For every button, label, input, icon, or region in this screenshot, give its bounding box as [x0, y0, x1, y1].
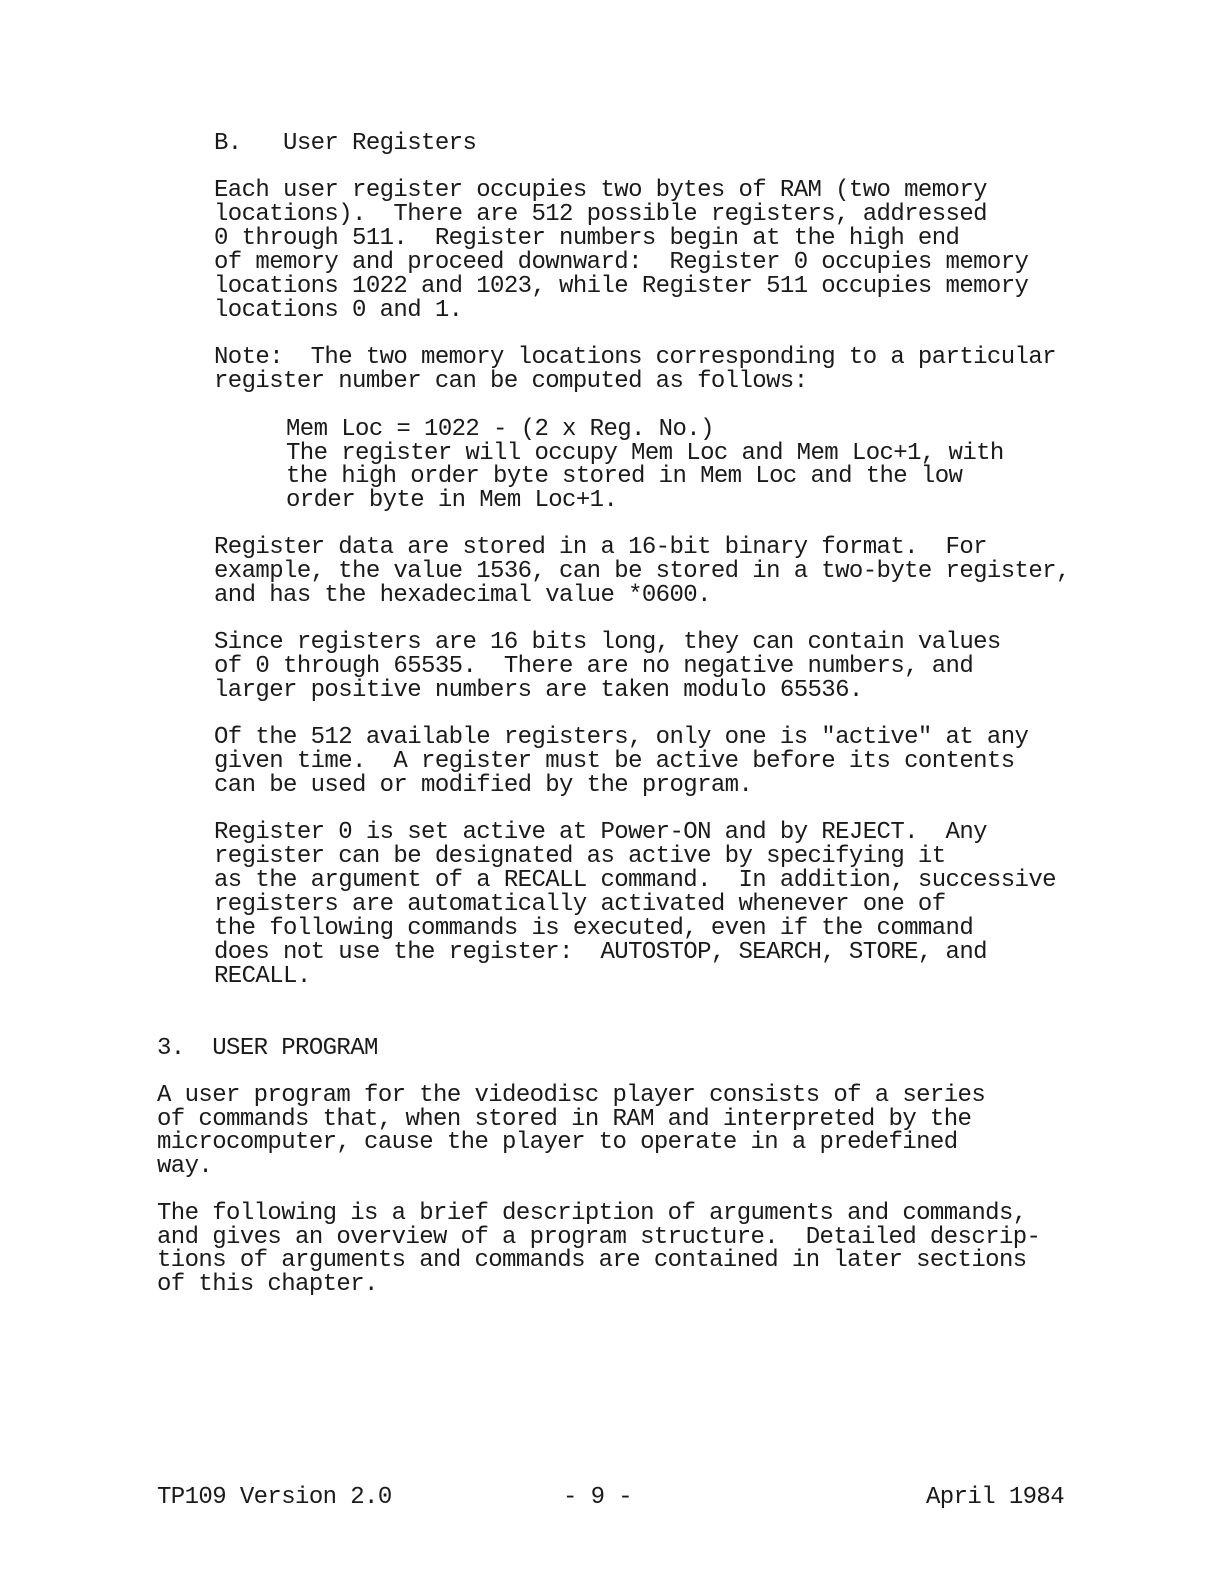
text-line: order byte in Mem Loc+1. [286, 487, 618, 514]
text-line: The following is a brief description of arguments and commands, [157, 1200, 1027, 1227]
text-line: locations). There are 512 possible registers, addressed [214, 201, 987, 228]
text-line: can be used or modified by the program. [214, 772, 753, 799]
text-line: tions of arguments and commands are contained in later sections [157, 1247, 1027, 1274]
text-line: as the argument of a RECALL command. In addition, successive [214, 867, 1056, 894]
section-b-heading: B. User Registers [214, 130, 477, 157]
text-line: Register data are stored in a 16-bit binary format. For [214, 534, 987, 561]
text-line: example, the value 1536, can be stored in a two-byte register, [214, 558, 1070, 585]
text-line: of 0 through 65535. There are no negative numbers, and [214, 653, 974, 680]
text-line: the high order byte stored in Mem Loc and the low [286, 463, 963, 490]
text-line: given time. A register must be active before its contents [214, 748, 1015, 775]
section-3-heading: 3. USER PROGRAM [157, 1035, 378, 1062]
text-line: and has the hexadecimal value *0600. [214, 582, 711, 609]
text-line: microcomputer, cause the player to operate in a predefined [157, 1129, 958, 1156]
text-line: RECALL. [214, 963, 311, 990]
text-line: larger positive numbers are taken modulo 65536. [214, 677, 863, 704]
text-line: register number can be computed as follows: [214, 368, 808, 395]
text-line: Register 0 is set active at Power-ON and by REJECT. Any [214, 819, 987, 846]
text-line: locations 1022 and 1023, while Register 511 occupies memory [214, 273, 1029, 300]
text-line: of memory and proceed downward: Register 0 occupies memory [214, 249, 1029, 276]
text-line: The register will occupy Mem Loc and Mem Loc+1, with [286, 440, 1004, 467]
text-line: 0 through 511. Register numbers begin at the high end [214, 225, 960, 252]
text-line: and gives an overview of a program structure. Detailed descrip- [157, 1224, 1041, 1251]
text-line: does not use the register: AUTOSTOP, SEARCH, STORE, and [214, 939, 987, 966]
footer-page-number: - 9 - [563, 1484, 633, 1511]
text-line: Note: The two memory locations corresponding to a particular [214, 344, 1056, 371]
text-line: way. [157, 1153, 213, 1180]
text-line: locations 0 and 1. [214, 297, 463, 324]
text-line: A user program for the videodisc player consists of a series [157, 1082, 986, 1109]
text-line: the following commands is executed, even if the command [214, 915, 974, 942]
footer-document-id: TP109 Version 2.0 [157, 1484, 392, 1511]
text-line: registers are automatically activated whenever one of [214, 891, 946, 918]
footer-date: April 1984 [926, 1484, 1065, 1511]
text-line: Mem Loc = 1022 - (2 x Reg. No.) [286, 416, 714, 443]
text-line: Each user register occupies two bytes of RAM (two memory [214, 177, 987, 204]
text-line: of this chapter. [157, 1271, 378, 1298]
text-line: Since registers are 16 bits long, they can contain values [214, 629, 1001, 656]
text-line: Of the 512 available registers, only one is "active" at any [214, 724, 1029, 751]
text-line: of commands that, when stored in RAM and interpreted by the [157, 1106, 972, 1133]
text-line: register can be designated as active by specifying it [214, 843, 946, 870]
